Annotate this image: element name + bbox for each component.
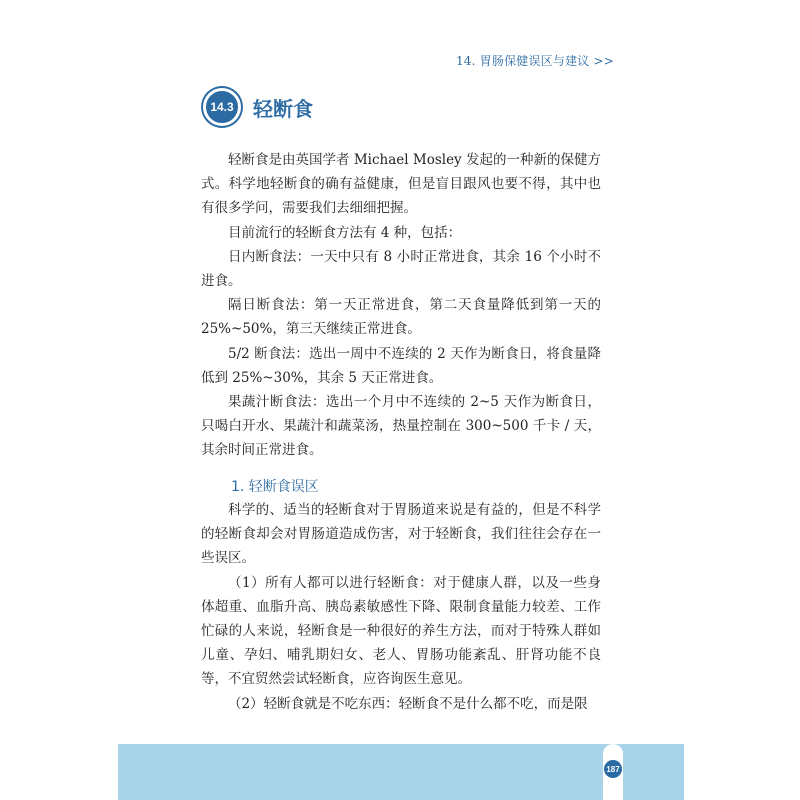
running-header: 14. 胃肠保健误区与建议 >> xyxy=(455,54,614,68)
paragraph: 科学的、适当的轻断食对于胃肠道来说是有益的，但是不科学的轻断食却会对胃肠道造成伤害，对于轻断食，我们往往会存在一些误区。 xyxy=(201,502,601,567)
paragraph: 5/2 断食法：选出一周中不连续的 2 天作为断食日，将食量降低到 25%~30%，其余 5 天正常进食。 xyxy=(201,345,601,386)
subsection-heading: 1. 轻断食误区 xyxy=(231,479,319,495)
paragraph: 隔日断食法：第一天正常进食，第二天食量降低到第一天的 25%~50%，第三天继续正常进食。 xyxy=(201,297,601,338)
section-heading xyxy=(203,88,313,126)
intro-text-block xyxy=(201,148,601,463)
section-title: 轻断食 xyxy=(253,96,313,121)
paragraph: 轻断食是由英国学者 Michael Mosley 发起的一种新的保健方式。科学地轻断食的确有益健康，但是盲目跟风也要不得，其中也有很多学问，需要我们去细细把握。 xyxy=(201,152,601,217)
paragraph: （1）所有人都可以进行轻断食：对于健康人群，以及一些身体超重、血脂升高、胰岛素敏感性下降、限制食量能力较差、工作忙碌的人来说，轻断食是一种很好的养生方法，而对于特殊人群如儿童、孕妇、哺乳期妇女、老人、胃肠功能紊乱、肝肾功能不良等，不宜贸然尝试轻断食，应咨询医生意见。 xyxy=(201,574,601,688)
paragraph: 果蔬汁断食法：选出一个月中不连续的 2~5 天作为断食日，只喝白开水、果蔬汁和蔬菜汤，热量控制在 300~500 千卡 / 天，其余时间正常进食。 xyxy=(201,394,601,459)
section-number-badge: 14.3 xyxy=(203,88,241,126)
page-number: 187 xyxy=(604,760,622,778)
paragraph: 日内断食法：一天中只有 8 小时正常进食，其余 16 个小时不进食。 xyxy=(201,248,601,290)
paragraph: 目前流行的轻断食方法有 4 种，包括： xyxy=(228,224,462,241)
paragraph: （2）轻断食就是不吃东西：轻断食不是什么都不吃，而是限 xyxy=(228,695,588,712)
misconceptions-text-block xyxy=(201,498,601,716)
footer-band xyxy=(118,744,684,800)
